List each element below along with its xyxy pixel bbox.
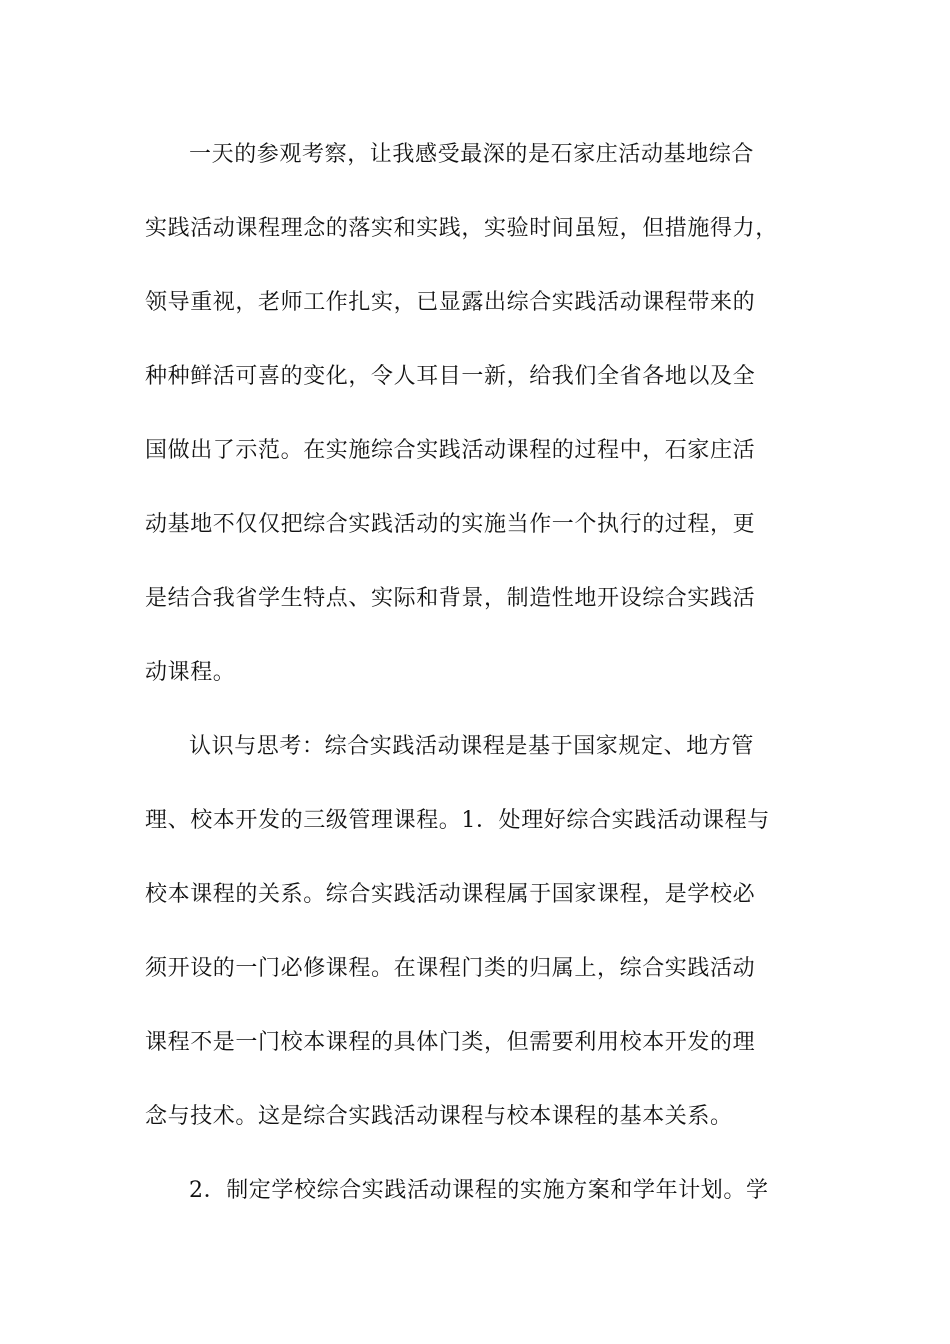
- paragraph-2-line-2: 理、校本开发的三级管理课程。1．处理好综合实践活动课程与: [145, 808, 770, 833]
- paragraph-3-line-1: 2．制定学校综合实践活动课程的实施方案和学年计划。学: [189, 1178, 769, 1203]
- paragraph-2-line-3: 校本课程的关系。综合实践活动课程属于国家课程，是学校必: [145, 882, 756, 907]
- paragraph-1-line-7: 是结合我省学生特点、实际和背景，制造性地开设综合实践活: [145, 586, 756, 611]
- paragraph-1-line-2: 实践活动课程理念的落实和实践，实验时间虽短，但措施得力，: [145, 216, 778, 241]
- paragraph-2-line-6: 念与技术。这是综合实践活动课程与校本课程的基本关系。: [145, 1104, 733, 1129]
- paragraph-1-line-3: 领导重视，老师工作扎实，已显露出综合实践活动课程带来的: [145, 290, 756, 315]
- paragraph-1-line-1: 一天的参观考察，让我感受最深的是石家庄活动基地综合: [189, 142, 755, 167]
- paragraph-1-line-5: 国做出了示范。在实施综合实践活动课程的过程中，石家庄活: [145, 438, 756, 463]
- paragraph-2-line-1: 认识与思考：综合实践活动课程是基于国家规定、地方管: [189, 734, 755, 759]
- paragraph-1-line-4: 种种鲜活可喜的变化，令人耳目一新，给我们全省各地以及全: [145, 364, 756, 389]
- paragraph-1-line-8: 动课程。: [145, 660, 236, 685]
- paragraph-2-line-5: 课程不是一门校本课程的具体门类，但需要利用校本开发的理: [145, 1030, 756, 1055]
- paragraph-2-line-4: 须开设的一门必修课程。在课程门类的归属上，综合实践活动: [145, 956, 756, 981]
- paragraph-1-line-6: 动基地不仅仅把综合实践活动的实施当作一个执行的过程，更: [145, 512, 756, 537]
